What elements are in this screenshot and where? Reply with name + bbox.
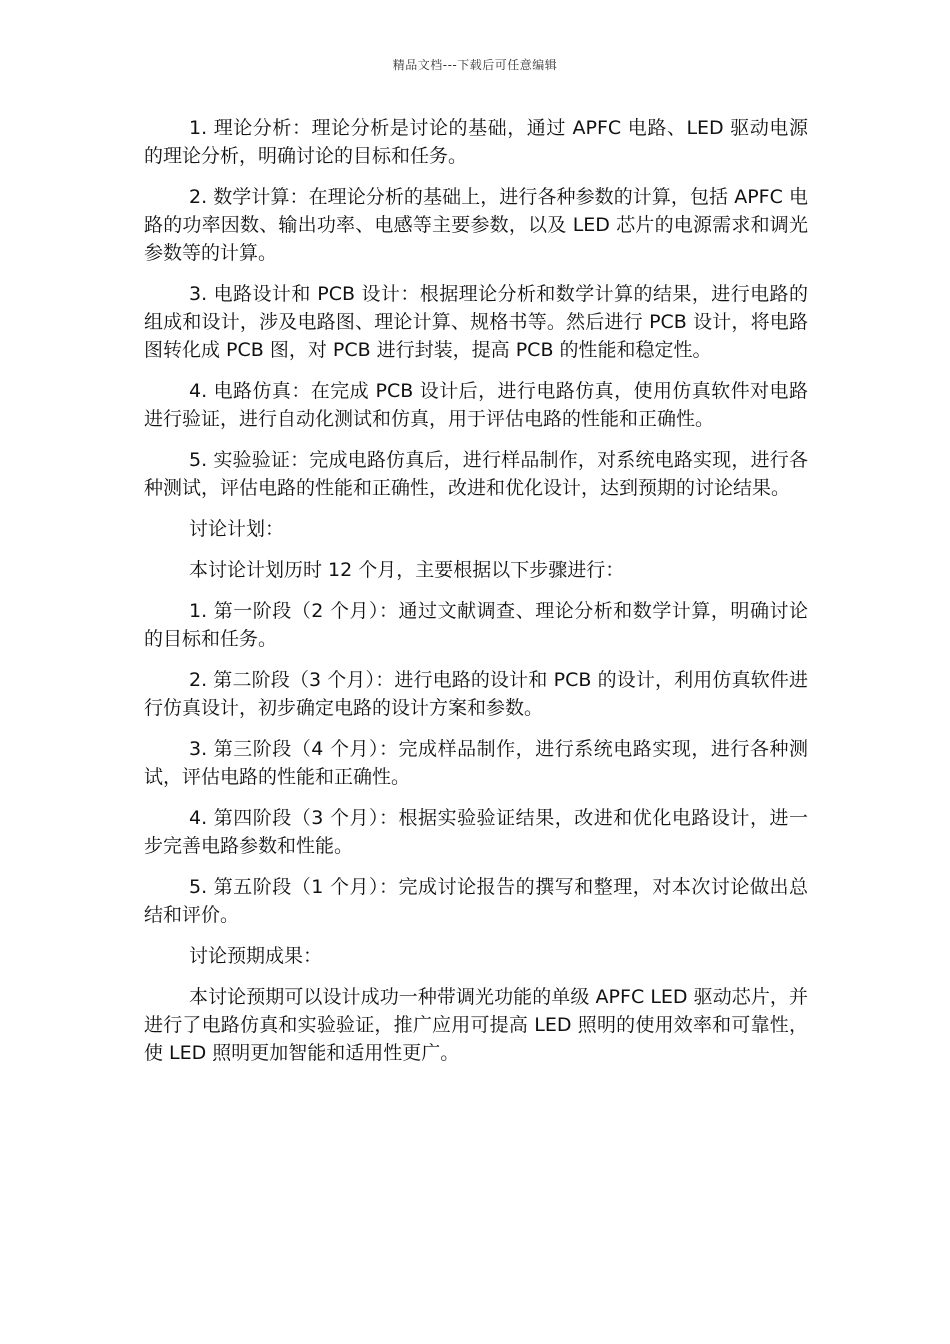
paragraph-experiment-verification: 5. 实验验证：完成电路仿真后，进行样品制作，对系统电路实现，进行各种测试，评估电路的性能和正确性，改进和优化设计，达到预期的讨论结果。: [144, 449, 808, 499]
paragraph-phase-1: 1. 第一阶段（2 个月）：通过文献调查、理论分析和数学计算，明确讨论的目标和任务。: [144, 600, 808, 650]
page-header: 精品文档---下载后可任意编辑: [392, 58, 558, 72]
section-heading-plan: 讨论计划：: [189, 518, 285, 540]
paragraph-phase-5: 5. 第五阶段（1 个月）：完成讨论报告的撰写和整理，对本次讨论做出总结和评价。: [144, 876, 808, 926]
paragraph-phase-2: 2. 第二阶段（3 个月）：进行电路的设计和 PCB 的设计，利用仿真软件进行仿真设计，初步确定电路的设计方案和参数。: [144, 669, 808, 719]
paragraph-phase-4: 4. 第四阶段（3 个月）：根据实验验证结果，改进和优化电路设计，进一步完善电路参数和性能。: [144, 807, 808, 857]
paragraph-circuit-simulation: 4. 电路仿真：在完成 PCB 设计后，进行电路仿真，使用仿真软件对电路进行验证，进行自动化测试和仿真，用于评估电路的性能和正确性。: [144, 380, 808, 430]
document-body: [144, 114, 808, 1080]
section-heading-expected-results: 讨论预期成果：: [189, 945, 323, 967]
paragraph-phase-3: 3. 第三阶段（4 个月）：完成样品制作，进行系统电路实现，进行各种测试，评估电路的性能和正确性。: [144, 738, 808, 788]
paragraph-circuit-pcb-design: 3. 电路设计和 PCB 设计：根据理论分析和数学计算的结果，进行电路的组成和设计，涉及电路图、理论计算、规格书等。然后进行 PCB 设计，将电路图转化成 PCB 图，对 PCB 进行封装，提高 PCB 的性能和稳定性。: [144, 283, 808, 361]
paragraph-expected-results: 本讨论预期可以设计成功一种带调光功能的单级 APFC LED 驱动芯片，并进行了电路仿真和实验验证，推广应用可提高 LED 照明的使用效率和可靠性，使 LED 照明更加智能和适用性更广。: [144, 986, 808, 1064]
paragraph-theory-analysis: 1. 理论分析：理论分析是讨论的基础，通过 APFC 电路、LED 驱动电源的理论分析，明确讨论的目标和任务。: [144, 117, 808, 167]
paragraph-plan-intro: 本讨论计划历时 12 个月，主要根据以下步骤进行：: [189, 559, 625, 581]
paragraph-math-calculation: 2. 数学计算：在理论分析的基础上，进行各种参数的计算，包括 APFC 电路的功率因数、输出功率、电感等主要参数，以及 LED 芯片的电源需求和调光参数等的计算。: [144, 186, 808, 264]
